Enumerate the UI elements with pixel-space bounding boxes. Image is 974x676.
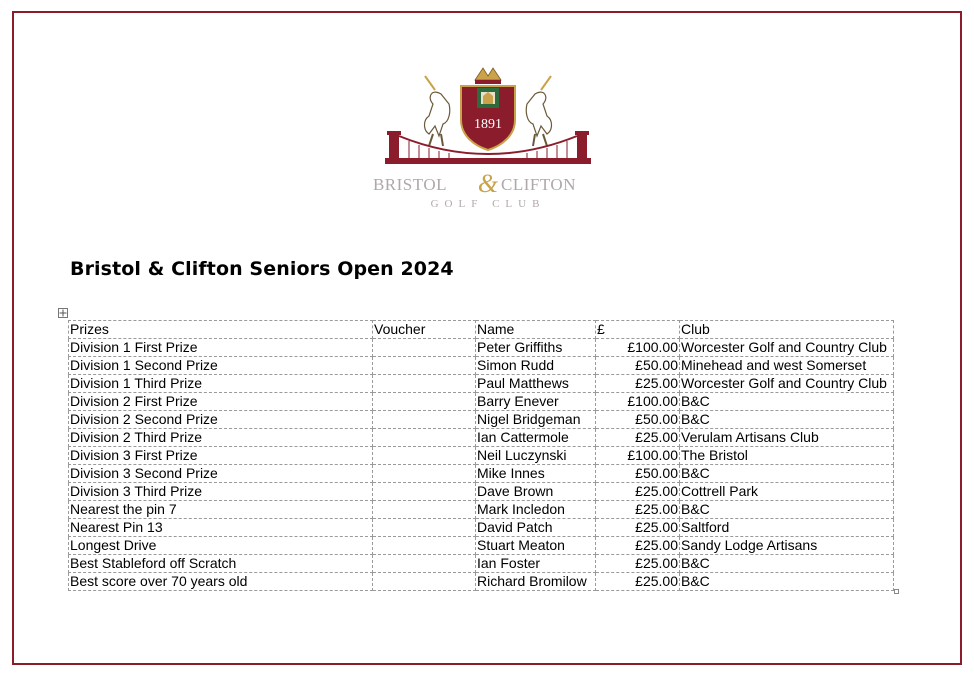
name-cell[interactable]: Mark Incledon [476,501,596,519]
amount-cell[interactable]: £100.00 [596,447,680,465]
prize-cell[interactable]: Longest Drive [69,537,373,555]
name-cell[interactable]: Mike Innes [476,465,596,483]
table-move-handle[interactable] [58,308,68,318]
table-row [69,429,894,447]
move-cross-icon [59,309,67,317]
club-cell[interactable]: Verulam Artisans Club [680,429,894,447]
table-row [69,573,894,591]
table-row [69,465,894,483]
prize-cell[interactable]: Nearest the pin 7 [69,501,373,519]
page-title: Bristol & Clifton Seniors Open 2024 [70,258,454,280]
amount-cell[interactable]: £25.00 [596,375,680,393]
table-row [69,519,894,537]
club-cell[interactable]: B&C [680,411,894,429]
amount-cell[interactable]: £25.00 [596,573,680,591]
name-cell[interactable]: Barry Enever [476,393,596,411]
name-cell[interactable]: Ian Cattermole [476,429,596,447]
prize-cell[interactable]: Best score over 70 years old [69,573,373,591]
table-row [69,357,894,375]
club-cell[interactable]: The Bristol [680,447,894,465]
club-cell[interactable]: Worcester Golf and Country Club [680,339,894,357]
club-cell[interactable]: B&C [680,555,894,573]
name-cell[interactable]: Peter Griffiths [476,339,596,357]
amount-cell[interactable]: £25.00 [596,555,680,573]
table-row [69,411,894,429]
amount-cell[interactable]: £100.00 [596,393,680,411]
club-cell[interactable]: Saltford [680,519,894,537]
table-row [69,483,894,501]
logo-name-part2: CLIFTON [501,175,576,194]
table-row [69,447,894,465]
club-cell[interactable]: B&C [680,465,894,483]
name-cell[interactable]: David Patch [476,519,596,537]
club-cell[interactable]: Cottrell Park [680,483,894,501]
amount-cell[interactable]: £25.00 [596,537,680,555]
voucher-cell[interactable] [373,429,476,447]
voucher-cell[interactable] [373,339,476,357]
amount-cell[interactable]: £25.00 [596,501,680,519]
prize-cell[interactable]: Division 1 Second Prize [69,357,373,375]
crest-top-icon [475,68,501,84]
table-row [69,339,894,357]
amount-cell[interactable]: £50.00 [596,357,680,375]
header-voucher[interactable]: Voucher [373,321,476,339]
club-logo [372,64,593,214]
table-row [69,501,894,519]
amount-cell[interactable]: £100.00 [596,339,680,357]
logo-name-part1: BRISTOL [372,175,447,194]
voucher-cell[interactable] [373,483,476,501]
amount-cell[interactable]: £50.00 [596,411,680,429]
prize-cell[interactable]: Division 2 First Prize [69,393,373,411]
prize-cell[interactable]: Division 1 First Prize [69,339,373,357]
voucher-cell[interactable] [373,537,476,555]
name-cell[interactable]: Neil Luczynski [476,447,596,465]
club-cell[interactable]: B&C [680,573,894,591]
prize-cell[interactable]: Nearest Pin 13 [69,519,373,537]
header-name[interactable]: Name [476,321,596,339]
table-row [69,375,894,393]
header-amount[interactable]: £ [596,321,680,339]
voucher-cell[interactable] [373,357,476,375]
amount-cell[interactable]: £50.00 [596,465,680,483]
club-cell[interactable]: Sandy Lodge Artisans [680,537,894,555]
table-row [69,555,894,573]
name-cell[interactable]: Richard Bromilow [476,573,596,591]
voucher-cell[interactable] [373,447,476,465]
voucher-cell[interactable] [373,519,476,537]
club-cell[interactable]: B&C [680,501,894,519]
name-cell[interactable]: Dave Brown [476,483,596,501]
voucher-cell[interactable] [373,501,476,519]
voucher-cell[interactable] [373,393,476,411]
name-cell[interactable]: Nigel Bridgeman [476,411,596,429]
amount-cell[interactable]: £25.00 [596,483,680,501]
header-prizes[interactable]: Prizes [69,321,373,339]
club-cell[interactable]: Worcester Golf and Country Club [680,375,894,393]
prize-cell[interactable]: Division 2 Third Prize [69,429,373,447]
prize-cell[interactable]: Division 3 Second Prize [69,465,373,483]
name-cell[interactable]: Ian Foster [476,555,596,573]
table-row [69,393,894,411]
prize-cell[interactable]: Division 1 Third Prize [69,375,373,393]
prizes-table [68,320,894,591]
unicorn-left-icon [425,76,450,146]
voucher-cell[interactable] [373,411,476,429]
unicorn-right-icon [526,76,551,146]
logo-subtitle: GOLF CLUB [430,198,546,210]
voucher-cell[interactable] [373,375,476,393]
club-cell[interactable]: Minehead and west Somerset [680,357,894,375]
table-resize-handle[interactable] [894,589,899,594]
table-header-row [69,321,894,339]
prize-cell[interactable]: Division 3 Third Prize [69,483,373,501]
prize-cell[interactable]: Best Stableford off Scratch [69,555,373,573]
amount-cell[interactable]: £25.00 [596,429,680,447]
voucher-cell[interactable] [373,573,476,591]
voucher-cell[interactable] [373,555,476,573]
table-row [69,537,894,555]
club-cell[interactable]: B&C [680,393,894,411]
name-cell[interactable]: Stuart Meaton [476,537,596,555]
logo-ampersand: & [477,169,499,198]
header-club[interactable]: Club [680,321,894,339]
name-cell[interactable]: Simon Rudd [476,357,596,375]
crest-year: 1891 [474,117,502,132]
prize-cell[interactable]: Division 3 First Prize [69,447,373,465]
prize-cell[interactable]: Division 2 Second Prize [69,411,373,429]
voucher-cell[interactable] [373,465,476,483]
name-cell[interactable]: Paul Matthews [476,375,596,393]
amount-cell[interactable]: £25.00 [596,519,680,537]
